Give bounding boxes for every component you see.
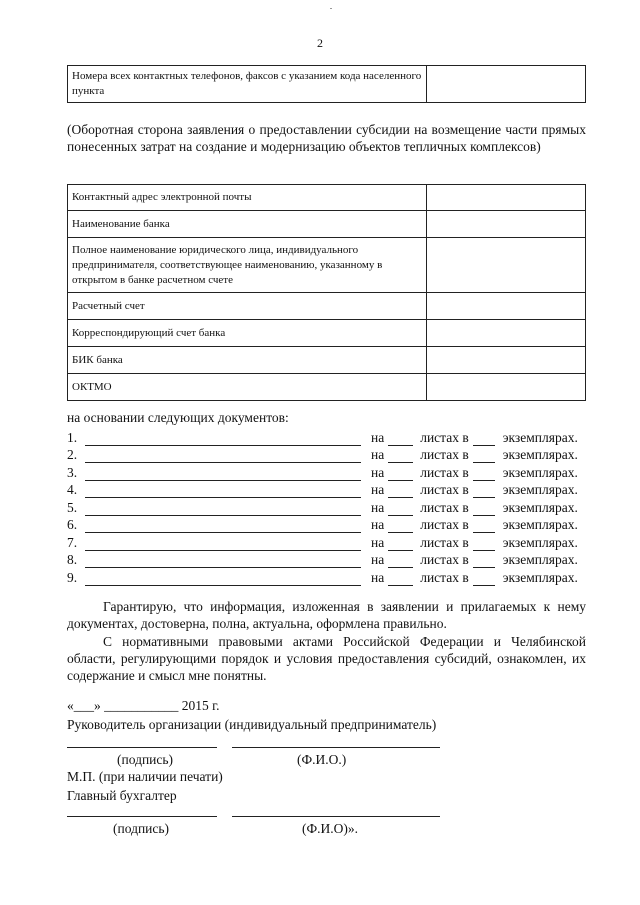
sheets-label: листах в	[420, 499, 469, 515]
list-item	[67, 551, 586, 569]
copies-label: экземплярах.	[502, 552, 578, 567]
document-name-field[interactable]	[85, 503, 361, 516]
sheets-field[interactable]	[388, 503, 413, 516]
sheets-field[interactable]	[388, 450, 413, 463]
sheets-field[interactable]	[388, 538, 413, 551]
copies-field[interactable]	[473, 538, 495, 551]
stamp-label: М.П. (при наличии печати)	[67, 769, 223, 784]
table-cell-value[interactable]	[427, 347, 586, 374]
list-item	[67, 463, 586, 481]
table-cell-value[interactable]	[427, 185, 586, 211]
fio-caption: (Ф.И.О.)	[297, 752, 347, 767]
documents-list	[67, 428, 586, 586]
sheets-label: листах в	[420, 517, 469, 532]
na-label: на	[371, 464, 385, 480]
acquainted-paragraph: С нормативными правовыми актами Российской Федерации и Челябинской области, регулирующими порядок и условия предоставления субсидий, ознакомлен, их содержание и смысл мне понятны.	[67, 634, 586, 683]
accountant-label: Главный бухгалтер	[67, 788, 177, 803]
item-number: 1.	[67, 429, 78, 445]
copies-label: экземплярах.	[502, 464, 578, 480]
na-label: на	[371, 429, 385, 445]
table-cell-value[interactable]	[427, 374, 586, 401]
item-number: 8.	[67, 552, 78, 567]
copies-label: экземплярах.	[502, 517, 578, 532]
table-cell-value[interactable]	[427, 320, 586, 347]
list-item	[67, 428, 586, 446]
list-item	[67, 446, 586, 464]
item-number: 2.	[67, 447, 78, 462]
na-label: на	[371, 482, 385, 497]
accountant-signature-caption: (подпись)	[113, 821, 170, 836]
copies-field[interactable]	[473, 450, 495, 463]
copies-label: экземплярах.	[502, 482, 578, 497]
list-item	[67, 533, 586, 551]
page-number: 2	[317, 36, 323, 50]
sheets-field[interactable]	[388, 520, 413, 533]
na-label: на	[371, 534, 385, 550]
table-cell-label: Полное наименование юридического лица, индивидуального предпринимателя, соответствующее наименованию, указанному в открытом в банке расчетном счете	[68, 238, 427, 293]
document-name-field[interactable]	[85, 538, 361, 551]
table-cell-label: Расчетный счет	[68, 293, 427, 320]
sheets-field[interactable]	[388, 485, 413, 498]
copies-field[interactable]	[473, 433, 495, 446]
copies-label: экземплярах.	[502, 447, 578, 462]
na-label: на	[371, 569, 385, 585]
sheets-label: листах в	[420, 447, 469, 462]
copies-label: экземплярах.	[502, 499, 578, 515]
copies-label: экземплярах.	[502, 534, 578, 550]
na-label: на	[371, 552, 385, 567]
fio-line[interactable]	[232, 747, 440, 748]
signature-line[interactable]	[67, 747, 217, 748]
copies-field[interactable]	[473, 520, 495, 533]
table-row	[68, 66, 586, 103]
na-label: на	[371, 447, 385, 462]
table-row	[68, 211, 586, 238]
table-cell-value[interactable]	[427, 238, 586, 293]
table-cell-label: Номера всех контактных телефонов, факсов с указанием кода населенного пункта	[68, 66, 427, 103]
table-cell-label: Контактный адрес электронной почты	[68, 185, 427, 211]
item-number: 9.	[67, 569, 78, 585]
copies-field[interactable]	[473, 573, 495, 586]
sheets-label: листах в	[420, 569, 469, 585]
table-row	[68, 293, 586, 320]
table-cell-label: ОКТМО	[68, 374, 427, 401]
table-row	[68, 374, 586, 401]
document-name-field[interactable]	[85, 450, 361, 463]
table-row	[68, 185, 586, 211]
accountant-fio-line[interactable]	[232, 816, 440, 817]
head-title: Руководитель организации (индивидуальный предприниматель)	[67, 717, 437, 732]
document-name-field[interactable]	[85, 468, 361, 481]
guarantee-paragraph: Гарантирую, что информация, изложенная в заявлении и прилагаемых к нему документах, достоверна, полна, актуальна, оформлена правильно.	[67, 599, 586, 631]
item-number: 6.	[67, 517, 78, 532]
copies-label: экземплярах.	[502, 569, 578, 585]
table-cell-label: БИК банка	[68, 347, 427, 374]
phones-table	[67, 65, 586, 103]
sheets-field[interactable]	[388, 433, 413, 446]
sheets-label: листах в	[420, 429, 469, 445]
na-label: на	[371, 499, 385, 515]
item-number: 4.	[67, 482, 78, 497]
sheets-field[interactable]	[388, 573, 413, 586]
section-note: (Оборотная сторона заявления о предоставлении субсидии на возмещение части прямых понесенных затрат на создание и модернизацию объектов тепличных комплексов)	[67, 122, 586, 154]
copies-field[interactable]	[473, 503, 495, 516]
bank-details-table	[67, 184, 586, 401]
signature-caption: (подпись)	[117, 752, 174, 767]
table-cell-value[interactable]	[427, 211, 586, 238]
list-item	[67, 516, 586, 534]
table-row	[68, 320, 586, 347]
table-row	[68, 238, 586, 293]
na-label: на	[371, 517, 385, 532]
list-item	[67, 568, 586, 586]
sheets-label: листах в	[420, 464, 469, 480]
table-row	[68, 347, 586, 374]
copies-field[interactable]	[473, 485, 495, 498]
document-name-field[interactable]	[85, 520, 361, 533]
document-name-field[interactable]	[85, 573, 361, 586]
copies-field[interactable]	[473, 468, 495, 481]
table-cell-value[interactable]	[427, 293, 586, 320]
scan-speck	[330, 8, 332, 9]
list-item	[67, 481, 586, 499]
sheets-label: листах в	[420, 534, 469, 550]
accountant-signature-line[interactable]	[67, 816, 217, 817]
copies-label: экземплярах.	[502, 429, 578, 445]
copies-field[interactable]	[473, 555, 495, 568]
item-number: 7.	[67, 534, 78, 550]
sheets-label: листах в	[420, 482, 469, 497]
document-name-field[interactable]	[85, 555, 361, 568]
document-name-field[interactable]	[85, 433, 361, 446]
list-item	[67, 498, 586, 516]
sheets-field[interactable]	[388, 468, 413, 481]
date-line[interactable]: «___» ___________ 2015 г.	[67, 698, 220, 713]
sheets-label: листах в	[420, 552, 469, 567]
accountant-fio-caption: (Ф.И.О)».	[302, 821, 359, 836]
documents-title: на основании следующих документов:	[67, 410, 289, 425]
item-number: 3.	[67, 464, 78, 480]
table-cell-label: Наименование банка	[68, 211, 427, 238]
table-cell-label: Корреспондирующий счет банка	[68, 320, 427, 347]
document-name-field[interactable]	[85, 485, 361, 498]
table-cell-value[interactable]	[427, 66, 586, 103]
sheets-field[interactable]	[388, 555, 413, 568]
item-number: 5.	[67, 499, 78, 515]
